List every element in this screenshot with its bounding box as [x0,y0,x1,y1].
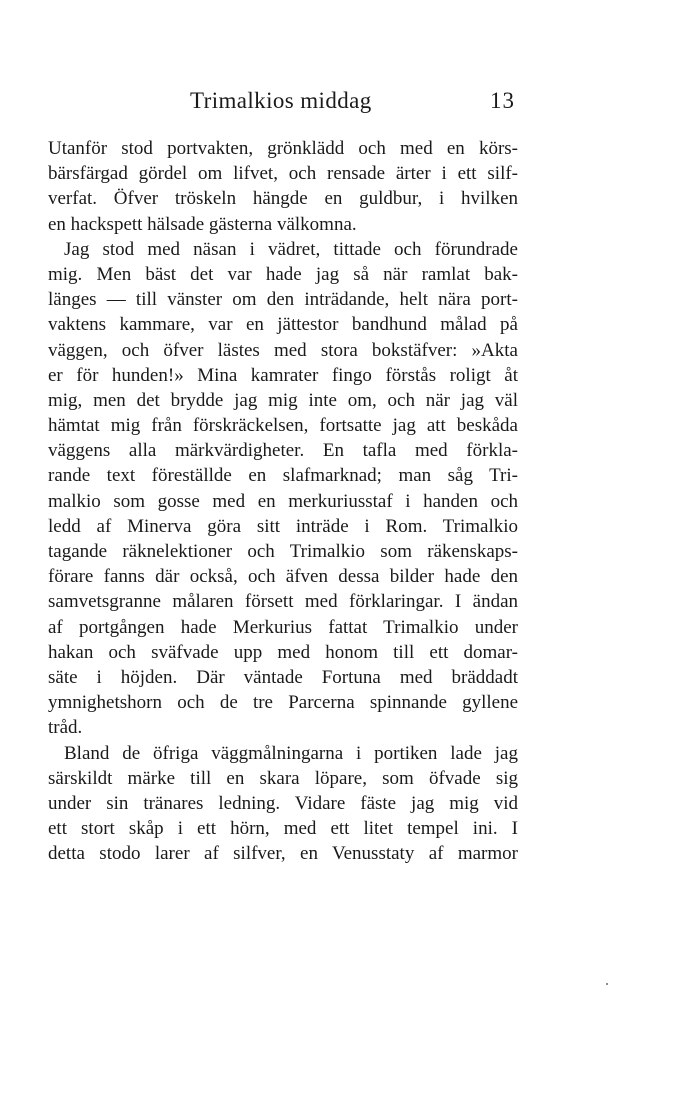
text-line: tagande räknelektioner och Trimalkio som räkenskaps- [48,541,518,562]
text-line: säte i höjden. Där väntade Fortuna med bräddadt [48,666,518,688]
paragraph-3 [48,741,518,867]
text-line: Bland de öfriga väggmålningarna i portiken lade jag [64,742,518,764]
text-line: tråd. [48,717,83,739]
text-line: ymnighetshorn och de tre Parcerna spinnande gyllene [48,692,518,714]
text-line: ledd af Minerva göra sitt inträde i Rom. Trimalkio [48,515,518,537]
text-line: detta stodo larer af silfver, en Venusstaty af marmor [48,843,518,865]
text-line: Jag stod med näsan i vädret, tittade och förundrade [64,238,518,260]
text-line: under sin tränares ledning. Vidare fäste jag mig vid [48,792,518,814]
text-line: vaktens kammare, var en jättestor bandhund målad på [48,314,518,336]
text-line: hämtat mig från förskräckelsen, fortsatte jag att beskåda [48,415,518,437]
scan-speck [606,983,608,985]
text-line: bärsfärgad gördel om lifvet, och rensade ärter i ett silf- [48,163,518,185]
paragraph-2 [48,237,518,741]
text-line: mig, men det brydde jag mig inte om, och när jag väl [48,389,518,411]
running-title: Trimalkios middag [190,88,372,113]
page-header [0,88,688,118]
text-line: malkio som gosse med en merkuriusstaf i handen och [48,490,518,512]
text-line: hakan och sväfvade upp med honom till ett domar- [48,641,518,663]
text-line: af portgången hade Merkurius fattat Trimalkio under [48,616,518,638]
text-line: verfat. Öfver tröskeln hängde en guldbur, i hvilken [48,188,518,210]
text-line: ett stort skåp i ett hörn, med ett litet tempel ini. I [48,818,518,840]
text-line: Utanför stod portvakten, grönklädd och med en körs- [48,138,518,159]
text-line: länges — till vänster om den inträdande, helt nära port- [48,289,518,311]
text-line: rande text föreställde en slafmarknad; man såg Tri- [48,465,518,487]
body-text [48,136,518,866]
text-line: förare fanns där också, och äfven dessa bilder hade den [48,566,518,588]
text-line: samvetsgranne målaren försett med förklaringar. I ändan [48,591,518,613]
text-line: väggens alla märkvärdigheter. En tafla med förkla- [48,440,518,462]
text-line: särskildt märke till en skara löpare, som öfvade sig [48,767,518,789]
page-number: 13 [490,88,515,113]
text-line: en hackspett hälsade gästerna välkomna. [48,213,357,235]
text-line: väggen, och öfver lästes med stora bokstäfver: »Akta [48,339,518,361]
paragraph-1 [48,136,518,237]
text-line: er för hunden!» Mina kamrater fingo förstås roligt åt [48,364,518,386]
text-line: mig. Men bäst det var hade jag så när ramlat bak- [48,263,518,285]
